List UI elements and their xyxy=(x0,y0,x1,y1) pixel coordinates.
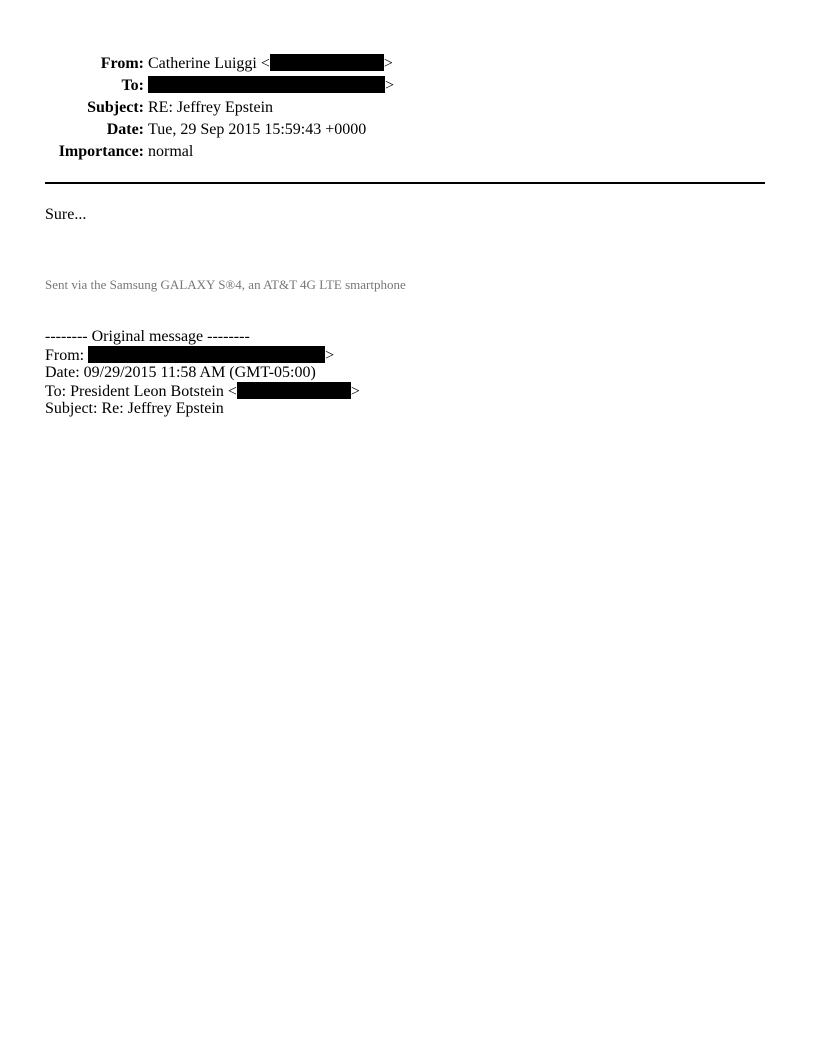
from-row xyxy=(0,53,816,75)
importance-value: normal xyxy=(148,143,194,160)
redacted-to-recipient xyxy=(148,76,385,93)
original-to-line xyxy=(45,382,360,400)
original-subject-line: Subject: Re: Jeffrey Epstein xyxy=(45,400,224,417)
original-to-close: > xyxy=(350,383,360,400)
to-value xyxy=(148,75,394,97)
date-label: Date: xyxy=(106,121,144,138)
original-date-line: Date: 09/29/2015 11:58 AM (GMT-05:00) xyxy=(45,364,316,381)
to-row xyxy=(0,75,816,97)
date-row xyxy=(0,119,816,141)
to-label: To: xyxy=(121,77,144,94)
importance-row xyxy=(0,141,816,163)
mobile-signature: Sent via the Samsung GALAXY S®4, an AT&T 4G LTE smartphone xyxy=(45,277,406,292)
email-header xyxy=(0,53,816,163)
subject-label: Subject: xyxy=(87,99,144,116)
to-close: > xyxy=(385,77,395,94)
from-name: Catherine Luiggi < xyxy=(148,55,270,72)
original-to-prefix: To: President Leon Botstein < xyxy=(45,383,237,400)
original-from-close: > xyxy=(325,347,335,364)
redacted-original-to-email xyxy=(237,382,351,399)
header-divider xyxy=(45,182,765,184)
subject-value: RE: Jeffrey Epstein xyxy=(148,99,274,116)
importance-label: Importance: xyxy=(58,143,144,160)
from-label: From: xyxy=(100,55,144,72)
redacted-original-sender xyxy=(88,346,325,363)
original-message xyxy=(45,328,360,418)
subject-row xyxy=(0,97,816,119)
redacted-from-email xyxy=(270,54,384,71)
original-from-line xyxy=(45,346,360,364)
date-value: Tue, 29 Sep 2015 15:59:43 +0000 xyxy=(148,121,367,138)
original-from-label: From: xyxy=(45,347,89,364)
original-message-divider: -------- Original message -------- xyxy=(45,328,250,345)
from-value xyxy=(148,53,393,75)
from-close: > xyxy=(383,55,393,72)
message-body: Sure... xyxy=(45,206,87,223)
